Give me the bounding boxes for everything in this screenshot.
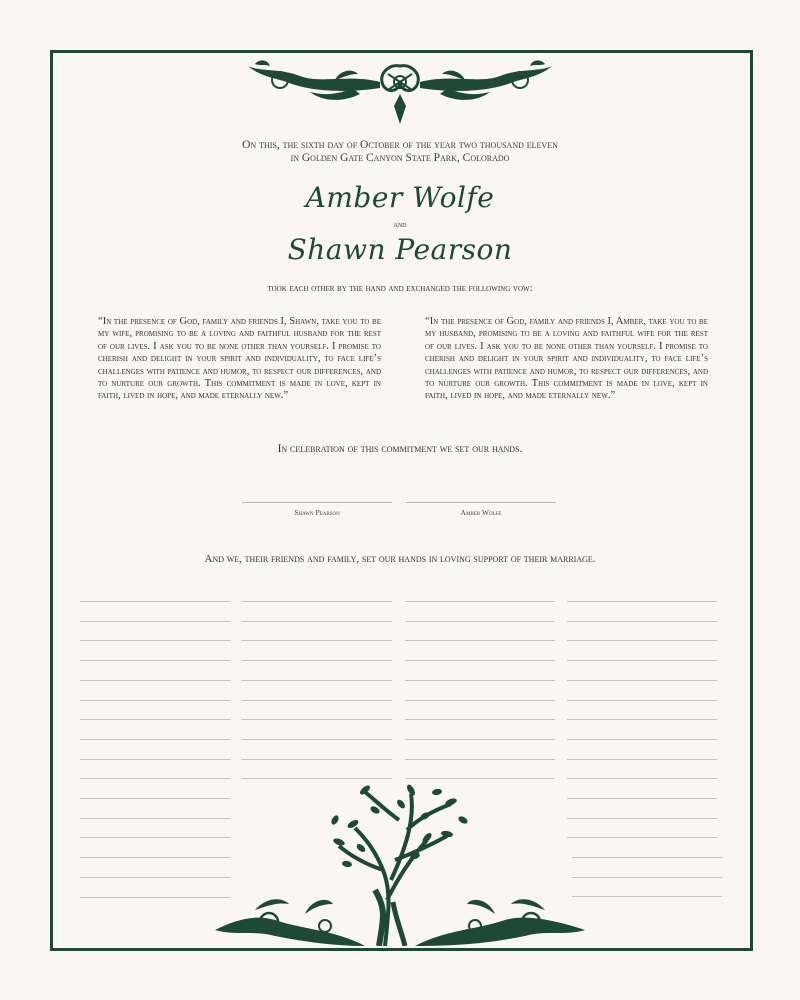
guest-signature-line[interactable] [567, 601, 717, 602]
guest-signature-line[interactable] [80, 798, 230, 799]
celebration-line: In celebration of this commitment we set our hands. [277, 443, 523, 455]
guest-signature-line[interactable] [80, 621, 230, 622]
partner-name-1: Amber Wolfe [305, 181, 495, 214]
guest-signature-line[interactable] [567, 739, 717, 740]
guest-signature-line[interactable] [567, 719, 717, 720]
guest-signature-line[interactable] [242, 739, 392, 740]
guest-signature-line[interactable] [80, 660, 230, 661]
guest-signature-line[interactable] [242, 660, 392, 661]
signature-label-right: Amber Wolfe [460, 508, 502, 517]
guest-signature-line[interactable] [80, 837, 230, 838]
location-line: in Golden Gate Canyon State Park, Colorado [290, 152, 510, 164]
guest-signature-line[interactable] [405, 601, 555, 602]
guest-signature-line[interactable] [242, 719, 392, 720]
conjunction: and [393, 219, 407, 229]
guest-signature-line[interactable] [572, 877, 722, 878]
guest-signature-line[interactable] [405, 640, 555, 641]
guest-signature-line[interactable] [567, 837, 717, 838]
guest-signature-line[interactable] [80, 778, 230, 779]
guest-signature-line[interactable] [405, 719, 555, 720]
guest-signature-line[interactable] [567, 640, 717, 641]
guest-signature-line[interactable] [80, 897, 230, 898]
guest-signature-line[interactable] [567, 818, 717, 819]
vow-intro: took each other by the hand and exchanged the following vow: [267, 283, 533, 294]
guest-signature-line[interactable] [80, 877, 230, 878]
tree-ornament-icon [215, 780, 585, 946]
guest-signature-line[interactable] [242, 700, 392, 701]
guest-signature-line[interactable] [80, 818, 230, 819]
guest-signature-line[interactable] [80, 680, 230, 681]
guest-signature-line[interactable] [242, 601, 392, 602]
guest-signature-line[interactable] [242, 621, 392, 622]
guest-signature-line[interactable] [80, 719, 230, 720]
guest-signature-line[interactable] [567, 778, 717, 779]
guest-signature-line[interactable] [405, 621, 555, 622]
top-ornament-icon [240, 54, 560, 126]
guest-signature-line[interactable] [405, 700, 555, 701]
signature-label-left: Shawn Pearson [294, 508, 340, 517]
guest-signature-line[interactable] [567, 759, 717, 760]
guest-signature-line[interactable] [405, 660, 555, 661]
guest-signature-line[interactable] [567, 680, 717, 681]
signature-line-right[interactable] [406, 502, 556, 503]
guest-signature-line[interactable] [567, 621, 717, 622]
guest-signature-line[interactable] [405, 739, 555, 740]
guest-signature-line[interactable] [405, 759, 555, 760]
guest-signature-line[interactable] [572, 857, 722, 858]
guest-signature-line[interactable] [242, 640, 392, 641]
vow-left: “In the presence of God, family and friends I, Shawn, take you to be my wife, promising to be a loving and faithful husband for the rest of our lives. I ask you to be none other than yourself. I promise to cherish and delight in your spirit and individuality, to face life’s challenges with patience and humor, to respect our differences, and to nurture our growth. This commitment is made in love, kept in faith, lived in hope, and made eternally new.” [98, 316, 381, 402]
date-line: On this, the sixth day of October of the year two thousand eleven [242, 139, 558, 151]
witness-line: And we, their friends and family, set our hands in loving support of their marriage. [204, 553, 596, 565]
guest-signature-line[interactable] [80, 601, 230, 602]
guest-signature-line[interactable] [567, 660, 717, 661]
guest-signature-line[interactable] [80, 640, 230, 641]
partner-name-2: Shawn Pearson [287, 233, 513, 266]
guest-signature-line[interactable] [242, 759, 392, 760]
guest-signature-line[interactable] [80, 739, 230, 740]
guest-signature-line[interactable] [567, 798, 717, 799]
guest-signature-line[interactable] [80, 857, 230, 858]
guest-signature-line[interactable] [567, 700, 717, 701]
guest-signature-line[interactable] [405, 680, 555, 681]
guest-signature-line[interactable] [80, 759, 230, 760]
signature-line-left[interactable] [242, 502, 392, 503]
guest-signature-line[interactable] [572, 896, 722, 897]
guest-signature-line[interactable] [242, 680, 392, 681]
guest-signature-line[interactable] [80, 700, 230, 701]
vow-right: “In the presence of God, family and friends I, Amber, take you to be my husband, promising to be a loving and faithful wife for the rest of our lives. I ask you to be none other than yourself. I promise to cherish and delight in your spirit and individuality, to face life’s challenges with patience and humor, to respect our differences, and to nurture our growth. This commitment is made in love, kept in faith, lived in hope, and made eternally new.” [425, 316, 708, 402]
